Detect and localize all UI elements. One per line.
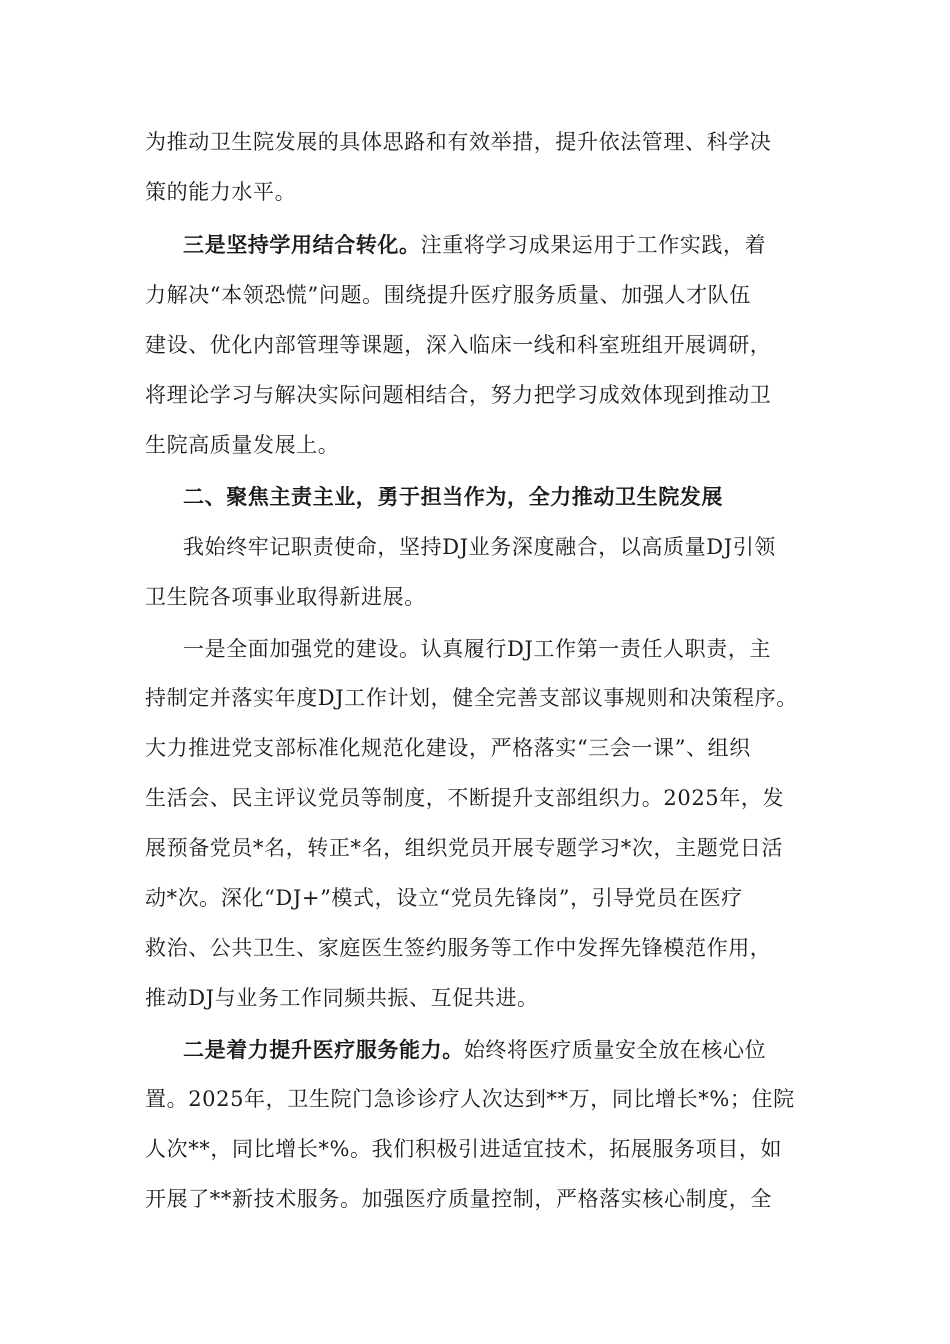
paragraph-line: 为推动卫生院发展的具体思路和有效举措，提升依法管理、科学决 [145,130,772,154]
paragraph-line: 一是全面加强党的建设。认真履行DJ工作第一责任人职责，主 [183,637,772,661]
paragraph-text: 注重将学习成果运用于工作实践，着 [420,233,767,257]
paragraph-line: 动*次。深化“DJ+”模式，设立“党员先锋岗”，引导党员在医疗 [145,886,743,910]
paragraph-line: 推动DJ与业务工作同频共振、互促共进。 [145,986,539,1010]
paragraph-line: 力解决“本领恐慌”问题。围绕提升医疗服务质量、加强人才队伍 [145,283,751,307]
paragraph-line: 开展了**新技术服务。加强医疗质量控制，严格落实核心制度，全 [145,1187,772,1211]
paragraph-line: 展预备党员*名，转正*名，组织党员开展专题学习*次，主题党日活 [145,836,784,860]
paragraph-line: 卫生院各项事业取得新进展。 [145,585,426,609]
paragraph-lead: 三是坚持学用结合转化。 [183,232,421,257]
paragraph-line [183,231,825,259]
paragraph-line: 置。2025年，卫生院门急诊诊疗人次达到**万，同比增长*%；住院 [145,1087,795,1111]
paragraph-line: 我始终牢记职责使命，坚持DJ业务深度融合，以高质量DJ引领 [183,535,776,559]
paragraph-line: 人次**，同比增长*%。我们积极引进适宜技术，拓展服务项目，如 [145,1137,783,1161]
paragraph-lead: 二是着力提升医疗服务能力。 [183,1037,464,1062]
paragraph-line [183,1036,825,1064]
paragraph-line: 生活会、民主评议党员等制度，不断提升支部组织力。2025年，发 [145,786,785,810]
paragraph-line: 生院高质量发展上。 [145,433,340,457]
paragraph-line: 持制定并落实年度DJ工作计划，健全完善支部议事规则和决策程序。 [145,686,798,710]
paragraph-line: 策的能力水平。 [145,180,297,204]
paragraph-line: 将理论学习与解决实际问题相结合，努力把学习成效体现到推动卫 [145,383,772,407]
paragraph-line: 大力推进党支部标准化规范化建设，严格落实“三会一课”、组织 [145,736,751,760]
paragraph-line: 建设、优化内部管理等课题，深入临床一线和科室班组开展调研， [145,333,772,357]
paragraph-text: 始终将医疗质量安全放在核心位 [463,1038,767,1062]
section-heading: 二、聚焦主责主业，勇于担当作为，全力推动卫生院发展 [183,484,723,509]
paragraph-line: 救治、公共卫生、家庭医生签约服务等工作中发挥先锋模范作用， [145,936,772,960]
